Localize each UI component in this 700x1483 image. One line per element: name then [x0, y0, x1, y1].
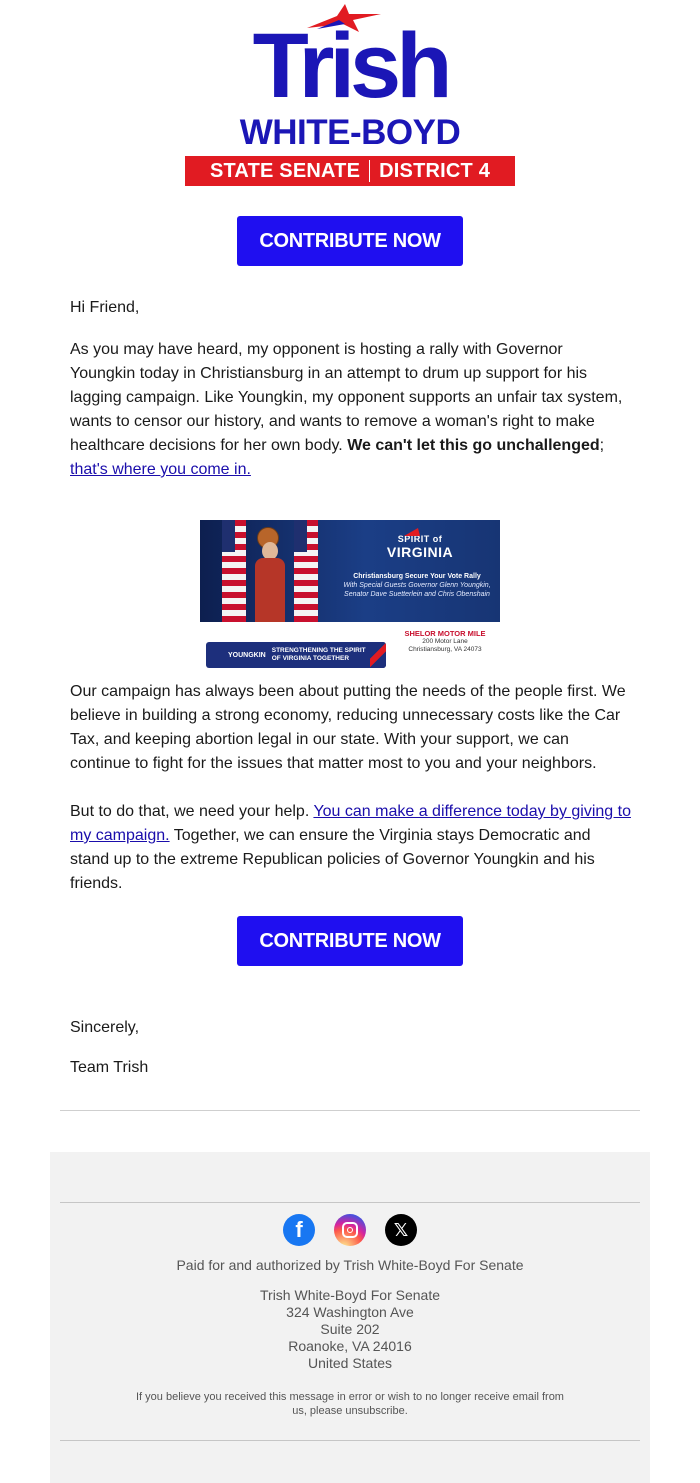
footer-divider-bottom: [60, 1440, 640, 1441]
paragraph-ask-after-link: Together, we can ensure the Virginia stays Democratic and stand up to the extreme Republican policies of Governor Youngkin and his friends.: [70, 827, 595, 892]
paragraph-intro-text: As you may have heard, my opponent is hosting a rally with Governor Youngkin today in Christiansburg in an attempt to drum up support for his lagging campaign. Like Youngkin, my opponent supports an unfair tax system, wants to censor our history, and wants to remove a woman's right to make healthcare decisions for her own body.: [70, 341, 623, 454]
paid-for-disclaimer: Paid for and authorized by Trish White-Boyd For Senate: [176, 1257, 524, 1273]
promo-venue-city: Christiansburg, VA 24073: [408, 646, 482, 653]
greeting: Hi Friend,: [70, 299, 140, 316]
facebook-icon[interactable]: [283, 1214, 315, 1246]
facebook-glyph: f: [295, 1217, 303, 1242]
closing: Sincerely,: [70, 1019, 140, 1036]
promo-brand-large: VIRGINIA: [386, 544, 454, 560]
x-icon[interactable]: [385, 1214, 417, 1246]
paragraph-mission: Our campaign has always been about putting the needs of the people first. We believe in building a strong economy, reducing unnecessary costs like the Car Tax, and keeping abortion legal in our state. With your support, we can continue to fight for the issues that matter most to you and your neighbors.: [70, 683, 626, 772]
promo-bar-stripe: [370, 642, 386, 668]
logo-office: STATE SENATE: [209, 159, 361, 182]
logo-office-banner: [185, 156, 515, 186]
paragraph-intro-after-bold: ;: [599, 437, 605, 454]
paragraph-ask-text: But to do that, we need your help.: [70, 803, 314, 820]
address-city: Roanoke, VA 24016: [288, 1338, 412, 1354]
paragraph-intro-bold: We can't let this go unchallenged: [347, 437, 600, 454]
promo-venue-name: SHELOR MOTOR MILE: [404, 629, 486, 638]
camera-glyph: [342, 1222, 358, 1238]
promo-venue: [390, 630, 500, 654]
come-in-link[interactable]: that's where you come in.: [70, 461, 251, 478]
promo-brand-small: SPIRIT of: [397, 534, 443, 544]
logo-first-name: Trish: [252, 15, 448, 117]
signature: Team Trish: [70, 1059, 149, 1076]
address-country: United States: [307, 1355, 393, 1371]
address-suite: Suite 202: [320, 1321, 380, 1337]
rally-promo-image[interactable]: [200, 520, 500, 670]
promo-bar-tagline: [272, 647, 366, 663]
promo-event-guests: With Special Guests Governor Glenn Youngkin, Senator Dave Suetterlein and Chris Obenshain: [343, 582, 491, 598]
contribute-now-button[interactable]: CONTRIBUTE NOW: [237, 216, 463, 266]
flag-image: [294, 520, 318, 622]
promo-venue-street: 200 Motor Lane: [422, 638, 468, 645]
mailing-address: [50, 1287, 650, 1372]
promo-description: [334, 572, 500, 599]
logo-separator: [369, 160, 370, 182]
promo-event-title: Christiansburg Secure Your Vote Rally: [353, 573, 481, 580]
instagram-icon[interactable]: [334, 1214, 366, 1246]
promo-bar-tagline-2: OF VIRGINIA TOGETHER: [271, 655, 350, 662]
logo-district: DISTRICT 4: [379, 159, 491, 182]
promo-campaign-bar: [206, 642, 386, 668]
logo-last-name: WHITE-BOYD: [239, 113, 461, 152]
promo-bar-tagline-1: STRENGTHENING THE SPIRIT: [271, 647, 366, 654]
promo-banner: [200, 520, 500, 622]
address-street: 324 Washington Ave: [286, 1304, 414, 1320]
flag-image: [222, 520, 246, 622]
address-name: Trish White-Boyd For Senate: [260, 1287, 440, 1303]
campaign-logo: [0, 0, 700, 200]
unsubscribe-notice[interactable]: If you believe you received this message in error or wish to no longer receive email from us, please unsubscribe.: [136, 1391, 564, 1417]
donate-link[interactable]: You can make a difference today by giving to my campaign.: [70, 803, 631, 844]
x-glyph: 𝕏: [393, 1219, 409, 1241]
contribute-now-button-bottom[interactable]: CONTRIBUTE NOW: [237, 916, 463, 966]
speaker-image: [255, 542, 285, 622]
paragraph-ask: [70, 800, 632, 896]
promo-footer: [200, 622, 500, 670]
content-divider: [60, 1110, 640, 1111]
paragraph-intro: [70, 338, 632, 482]
promo-brand: [340, 534, 500, 560]
footer-divider-top: [60, 1202, 640, 1203]
virginia-shape-icon: [404, 528, 420, 536]
promo-bar-name: YOUNGKIN: [228, 651, 266, 659]
